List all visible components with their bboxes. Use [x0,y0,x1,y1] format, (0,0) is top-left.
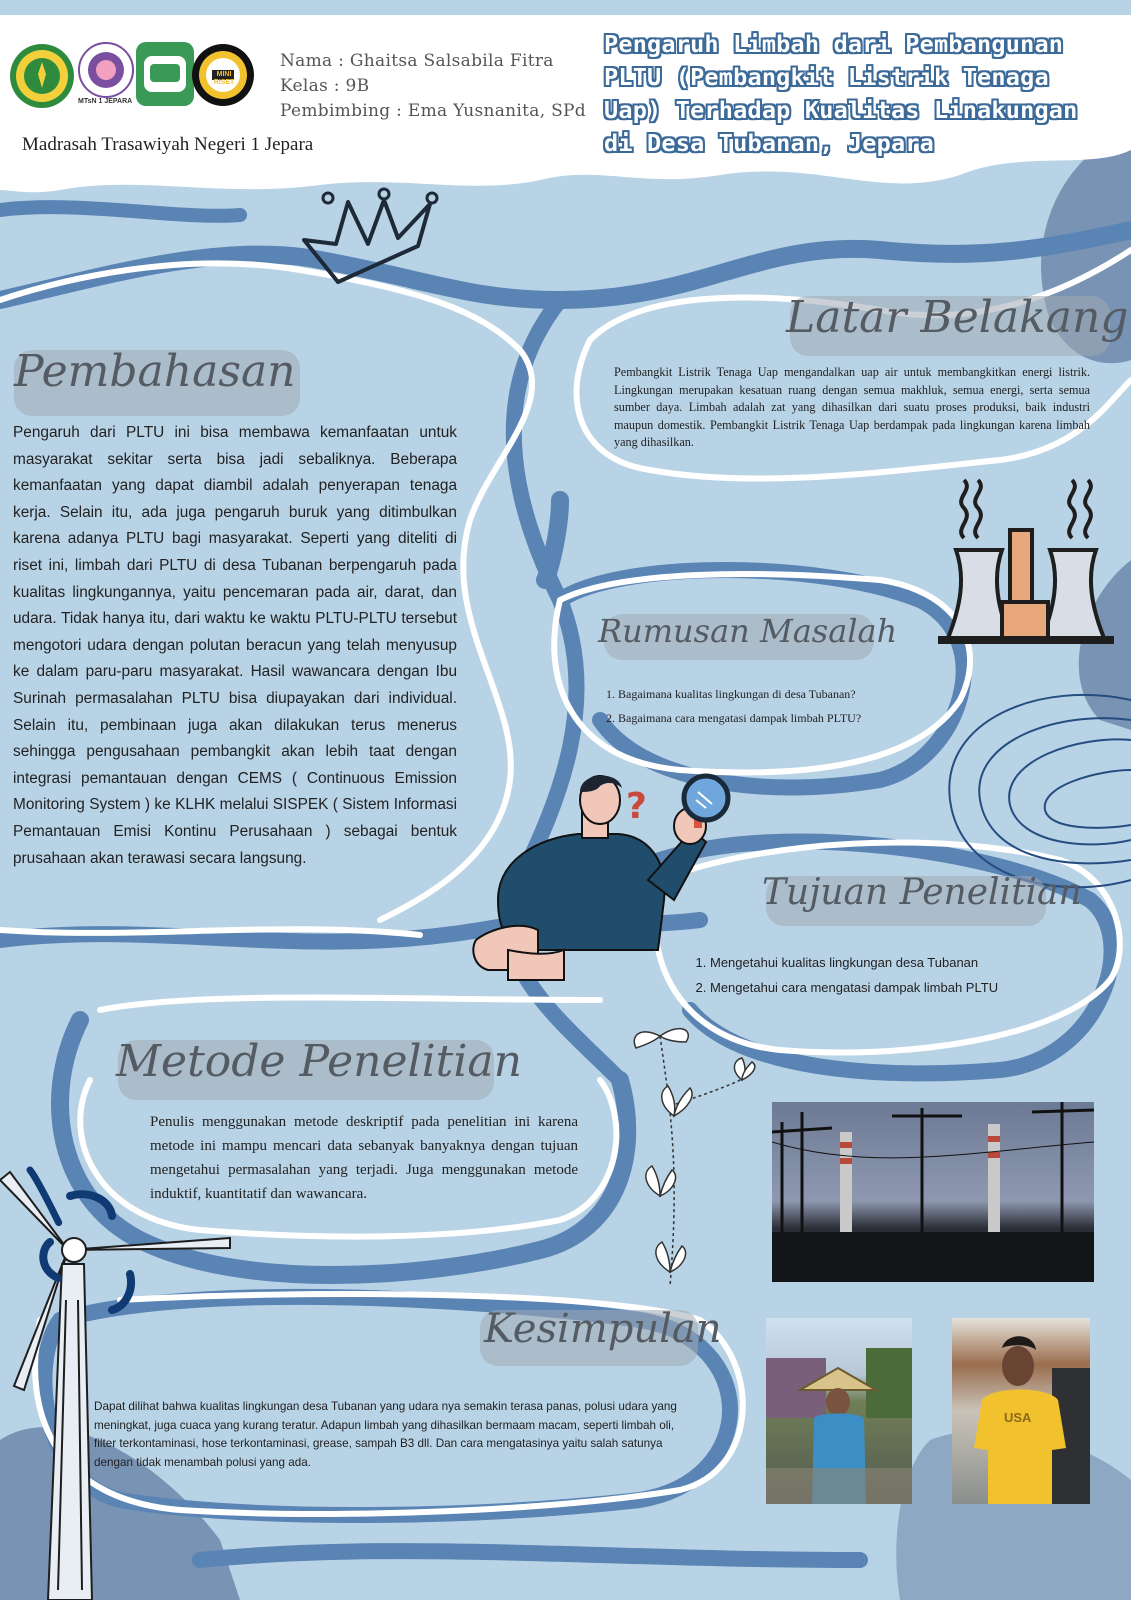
pembahasan-text: Pengaruh dari PLTU ini bisa membawa kemanfaatan untuk masyarakat sekitar serta bisa jadi sebaliknya. Beberapa kemanfaatan yang dapat diambil adalah penyerapan tenaga kerja. Selain itu, ada juga pengaruh buruk yang ditimbulkan karena adanya PLTU bagi masyarakat. Seperti yang diteliti di riset ini, limbah dari PLTU di desa Tubanan berpengaruh pada kualitas lingkungannya, yaitu pencemaran pada air, darat, dan udara. Tidak hanya itu, dari waktu ke waktu PLTU-PLTU tersebut mengotori udara dengan polutan beracun yang telah menyusup ke dalam paru-paru masyarakat. Hasil wawancara dengan Ibu Surinah permasalahan PLTU bisa diupayakan dari individual. Selain itu, pembinaan juga akan dilakukan terus menerus sehingga pengusahaan pembangkit akan lebih taat dengan integrasi pemantauan dengan CEMS ( Continuous Emission Monitoring System ) ke KLHK melalui SISPEK ( Sistem Informasi Pemantauan Emisi Kontinu Perusahaan ) sebagai bentuk prusahaan akan terawasi secara langsung. [13,424,457,867]
power-plant-icon [936,478,1116,658]
mtsn-jepara-caption: MTsN 1 JEPARA [78,98,133,105]
latar-belakang-heading: Latar Belakang [786,292,1129,343]
mtsn-jepara-logo [78,42,134,98]
list-item: 1. Bagaimana kualitas lingkungan di desa Tubanan? [618,682,978,706]
wind-turbine-icon [0,1150,240,1600]
rumusan-masalah-list [598,682,978,730]
metode-penelitian-text: Penulis menggunakan metode deskriptif pada penelitian ini karena metode ini mampu mencari data sebanyak banyaknya dengan tujuan mengetahui permasalahan yang terjadi. Juga menggunakan metode induktif, kuantitatif dan wawancara. [150,1114,578,1202]
shirt-print: USA [1004,1410,1032,1425]
title-line: Uap) Terhadap Kualitas Linakungan [604,96,1078,124]
tujuan-penelitian-heading: Tujuan Penelitian [762,872,1082,913]
svg-text:?: ? [626,786,647,827]
pembahasan-heading: Pembahasan [14,346,296,397]
list-item: 1. Mengetahui kualitas lingkungan desa Tubanan [710,950,1090,975]
mini-riset-caption: MINI RISET [213,71,235,86]
power-plant-photo [772,1102,1094,1282]
student-info [280,49,586,124]
advisor-name: Pembimbing : Ema Yusnanita, SPd [280,101,586,121]
kesimpulan-heading: Kesimpulan [484,1306,722,1352]
title-line: di Desa Tubanan, Jepara [604,129,935,157]
woman-photo [952,1318,1090,1504]
list-item: 2. Bagaimana cara mengatasi dampak limbah PLTU? [618,706,978,730]
title-line: Pengaruh Limbah dari Pembangunan [604,30,1064,58]
school-name: Madrasah Trasawiyah Negeri 1 Jepara [22,134,314,155]
title-line: PLTU (Pembangkit Listrik Tenaga [604,63,1049,91]
list-item: 2. Mengetahui cara mengatasi dampak limbah PLTU [710,975,1090,1000]
kemenag-logo [10,44,74,108]
crown-icon [298,184,440,296]
leaf-branch-icon [630,1026,760,1296]
student-class: Kelas : 9B [280,76,370,96]
madrasah-hebat-logo [136,42,194,106]
metode-penelitian-heading: Metode Penelitian [116,1036,522,1087]
tujuan-penelitian-list [690,950,1090,1000]
latar-belakang-text: Pembangkit Listrik Tenaga Uap mengandalkan uap air untuk membangkitkan energi listrik. Lingkungan merupakan kesatuan ruang dengan semua makhluk, semua energi, serta semua sumber daya. Limbah adalah zat yang dihasilkan dari suatu proses produksi, baik industri maupun domestik. Pembangkit Listrik Tenaga Uap berdampak pada lingkungan karena limbah yang dihasilkan. [614,365,1090,449]
kesimpulan-text: Dapat dilihat bahwa kualitas lingkungan desa Tubanan yang udara nya semakin terasa panas, polusi udara yang meningkat, juga cuaca yang kurang teratur. Adapun limbah yang dihasilkan bermaam macam, seperti limbah oli, filter terkontaminasi, hose terkontaminasi, grease, sampah B3 dll. Dan cara mengatasinya yaitu salah satunya dengan tidak menambah polusi yang ada. [94,1400,677,1469]
student-name: Nama : Ghaitsa Salsabila Fitra [280,51,554,71]
farmer-photo [766,1318,912,1504]
poster-title [604,28,1124,160]
rumusan-masalah-heading: Rumusan Masalah [598,612,898,650]
